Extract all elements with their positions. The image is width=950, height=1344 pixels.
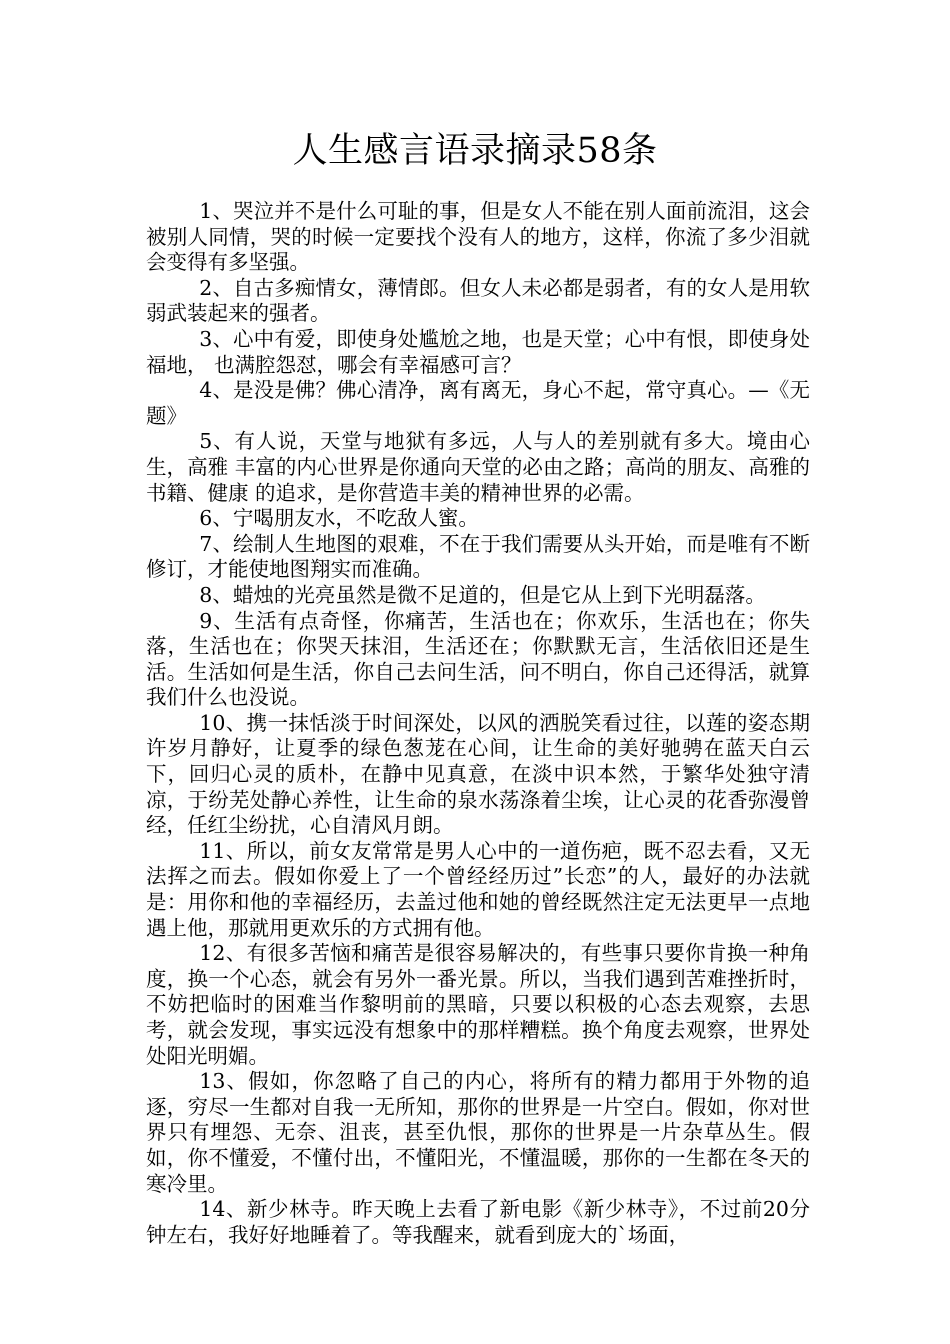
quote-paragraph-12: 12、有很多苦恼和痛苦是很容易解决的，有些事只要你肯换一种角度，换一个心态，就会有另外一番光景。所以，当我们遇到苦难挫折时，不妨把临时的困难当作黎明前的黑暗，只要以积极的心态去观察，去思考，就会发现，事实远没有想象中的那样糟糕。换个角度去观察，世界处处阳光明媚。	[146, 941, 810, 1068]
quote-paragraph-1: 1、哭泣并不是什么可耻的事，但是女人不能在别人面前流泪，这会被别人同情，哭的时候一定要找个没有人的地方，这样，你流了多少泪就会变得有多坚强。	[146, 199, 810, 275]
quote-paragraph-6: 6、宁喝朋友水，不吃敌人蜜。	[199, 506, 479, 531]
quote-paragraph-5: 5、有人说，天堂与地狱有多远，人与人的差别就有多大。境由心生，高雅 丰富的内心世界是你通向天堂的必由之路；高尚的朋友、高雅的书籍、健康 的追求，是你营造丰美的精神世界的必需。	[146, 429, 810, 505]
quote-paragraph-7: 7、绘制人生地图的艰难，不在于我们需要从头开始，而是唯有不断修订，才能使地图翔实而准确。	[146, 531, 810, 582]
quote-paragraph-10: 10、携一抹恬淡于时间深处，以风的洒脱笑看过往，以莲的姿态期许岁月静好，让夏季的绿色葱茏在心间，让生命的美好驰骋在蓝天白云下，回归心灵的质朴，在静中见真意，在淡中识本然，于繁华处独守清凉，于纷芜处静心养性，让生命的泉水荡涤着尘埃，让心灵的花香弥漫曾经，任红尘纷扰，心自清风月朗。	[146, 710, 810, 838]
document-title: 人生感言语录摘录58条	[292, 131, 658, 171]
quote-paragraph-13: 13、假如，你忽略了自己的内心，将所有的精力都用于外物的追逐，穷尽一生都对自我一无所知，那你的世界是一片空白。假如，你对世界只有埋怨、无奈、沮丧，甚至仇恨，那你的世界是一片杂草丛生。假如，你不懂爱，不懂付出，不懂阳光，不懂温暖，那你的一生都在冬天的寒冷里。	[146, 1069, 810, 1196]
quote-paragraph-9: 9、生活有点奇怪，你痛苦，生活也在；你欢乐，生活也在；你失落，生活也在；你哭天抹泪，生活还在；你默默无言，生活依旧还是生活。生活如何是生活，你自己去问生活，问不明白，你自己还得活，就算我们什么也没说。	[146, 608, 810, 710]
quote-paragraph-8: 8、蜡烛的光亮虽然是微不足道的，但是它从上到下光明磊落。	[199, 582, 766, 607]
quote-paragraph-11: 11、所以，前女友常常是男人心中的一道伤疤，既不忍去看，又无法挥之而去。假如你爱上了一个曾经经历过”长恋”的人，最好的办法就是：用你和他的幸福经历，去盖过他和她的曾经既然注定无法更早一点地遇上他，那就用更欢乐的方式拥有他。	[146, 838, 810, 940]
quote-paragraph-2: 2、自古多痴情女，薄情郎。但女人未必都是弱者，有的女人是用软弱武装起来的强者。	[146, 275, 810, 326]
quote-paragraph-4: 4、是没是佛？佛心清净，离有离无，身心不起，常守真心。—《无题》	[146, 378, 810, 428]
document-body	[146, 199, 810, 1248]
quote-paragraph-3: 3、心中有爱，即使身处尴尬之地，也是天堂；心中有恨，即使身处福地， 也满腔怨怼，哪会有幸福感可言？	[146, 326, 810, 377]
quote-paragraph-14: 14、新少林寺。昨天晚上去看了新电影《新少林寺》，不过前20分钟左右，我好好地睡着了。等我醒来，就看到庞大的`场面，	[146, 1197, 810, 1247]
